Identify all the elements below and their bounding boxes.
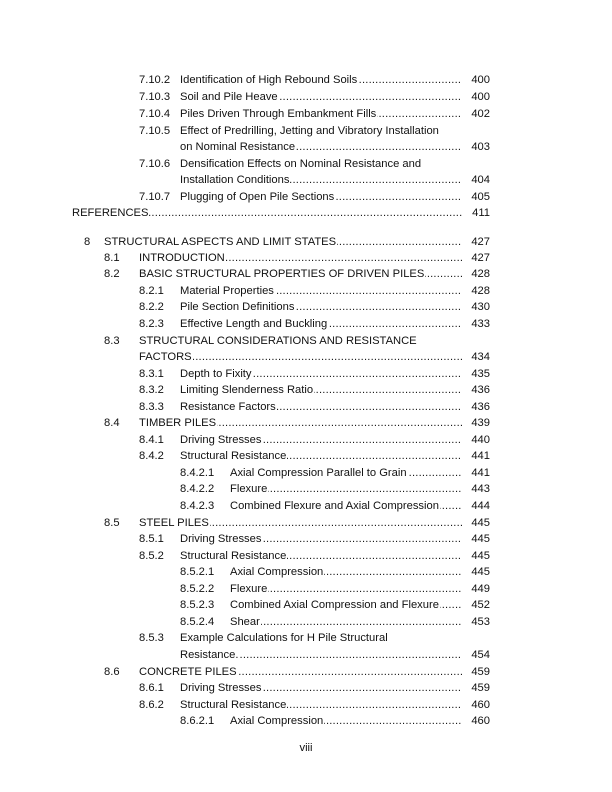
toc-entry-title-text: on Nominal Resistance (180, 141, 296, 153)
toc-entry-page: 441 (471, 467, 490, 479)
toc-entry[interactable] (0, 697, 490, 713)
toc-entry-number: 8.3.3 (139, 401, 164, 413)
toc-entry-title-text: Resistance. (180, 649, 239, 661)
toc-entry-number: 8.5.1 (139, 533, 164, 545)
toc-entry[interactable] (0, 415, 490, 431)
toc-entry-number: 8.2.3 (139, 318, 164, 330)
toc-entry-number: 8.3.1 (139, 368, 164, 380)
toc-entry-title (180, 399, 462, 415)
toc-entry[interactable] (0, 139, 490, 155)
toc-entry-title (230, 465, 462, 481)
toc-entry-title-text: TIMBER PILES (139, 417, 217, 429)
toc-entry-title-text: Axial Compression (230, 715, 324, 727)
toc-entry-page: 460 (471, 699, 490, 711)
toc-entry-title (104, 234, 462, 250)
toc-entry-page: 440 (471, 434, 490, 446)
toc-entry-number: 7.10.7 (139, 191, 171, 203)
toc-entry-title (180, 680, 462, 696)
toc-entry-number: 7.10.3 (139, 91, 171, 103)
toc-entry[interactable] (0, 382, 490, 398)
toc-entry-page: 435 (471, 368, 490, 380)
toc-entry-title (139, 515, 462, 531)
toc-entry[interactable] (0, 123, 490, 139)
toc-entry-page: 445 (471, 550, 490, 562)
toc-entry-number: 8.6.1 (139, 682, 164, 694)
toc-entry[interactable] (0, 234, 490, 250)
toc-entry-title-text: Driving Stresses (180, 682, 262, 694)
toc-entry-number: 8.5.2.3 (180, 599, 215, 611)
toc-entry-title-text: Pile Section Definitions (180, 301, 295, 313)
toc-entry[interactable] (0, 72, 490, 88)
toc-entry[interactable] (0, 189, 490, 205)
toc-entry-page: 460 (471, 715, 490, 727)
toc-entry-title (180, 156, 490, 172)
toc-entry-title-text: Structural Resistance (180, 699, 287, 711)
toc-entry-page: 411 (472, 207, 490, 219)
toc-entry[interactable] (0, 680, 490, 696)
toc-entry-page: 405 (471, 191, 490, 203)
toc-entry-title-text: REFERENCES (72, 207, 149, 219)
toc-entry[interactable] (0, 349, 490, 365)
toc-entry[interactable] (0, 531, 490, 547)
toc-entry-title (230, 564, 462, 580)
toc-entry-title (180, 89, 462, 105)
toc-entry-title-text: Plugging of Open Pile Sections (180, 191, 335, 203)
toc-entry-page: 459 (471, 666, 490, 678)
toc-entry-number: 8.4.2.1 (180, 467, 215, 479)
toc-entry[interactable] (0, 647, 490, 663)
toc-entry[interactable] (0, 89, 490, 105)
toc-entry-title-text: BASIC STRUCTURAL PROPERTIES OF DRIVEN PILES (139, 268, 425, 280)
toc-entry-page: 439 (471, 417, 490, 429)
toc-entry-title-text: Effective Length and Buckling (180, 318, 328, 330)
toc-entry[interactable] (0, 448, 490, 464)
toc-entry-title-text: Effect of Predrilling, Jetting and Vibratory Installation (180, 125, 439, 137)
toc-entry[interactable] (0, 366, 490, 382)
toc-entry-title (139, 349, 462, 365)
toc-entry-number: 8.3.2 (139, 384, 164, 396)
toc-entry-page: 444 (471, 500, 490, 512)
toc-entry-title-text: Structural Resistance (180, 550, 287, 562)
toc-entry-title-text: Axial Compression (230, 566, 324, 578)
toc-entry-page: 430 (471, 301, 490, 313)
toc-entry-title (180, 72, 462, 88)
toc-entry-page: 433 (471, 318, 490, 330)
toc-entry-page: 436 (471, 401, 490, 413)
toc-entry[interactable] (0, 283, 490, 299)
toc-entry-number: 8.4.2.2 (180, 483, 215, 495)
toc-entry[interactable] (0, 156, 490, 172)
toc-entry-title (180, 366, 462, 382)
toc-entry-title-text: Installation Conditions (180, 174, 290, 186)
toc-entry-title-text: STEEL PILES (139, 517, 209, 529)
toc-entry[interactable] (0, 399, 490, 415)
toc-entry-title (139, 664, 462, 680)
toc-entry-page: 404 (471, 174, 490, 186)
toc-entry-title (180, 630, 490, 646)
toc-entry-page: 427 (471, 252, 490, 264)
toc-entry-number: 8.3 (104, 335, 120, 347)
toc-entry[interactable] (0, 432, 490, 448)
toc-entry-title (180, 382, 462, 398)
toc-entry-page: 428 (471, 285, 490, 297)
toc-entry-number: 8.2.2 (139, 301, 164, 313)
toc-entry-title-text: Structural Resistance (180, 450, 287, 462)
toc-entry-number: 8.4.2 (139, 450, 164, 462)
toc-entry[interactable] (0, 106, 490, 122)
toc-entry-title-text: Driving Stresses (180, 533, 262, 545)
toc-entry-title-text: CONCRETE PILES (139, 666, 237, 678)
toc-entry-page: 452 (471, 599, 490, 611)
toc-entry-title (139, 266, 462, 282)
toc-entry-number: 8.5 (104, 517, 120, 529)
toc-entry-page: 400 (471, 91, 490, 103)
toc-entry-title (180, 139, 462, 155)
toc-entry-title (180, 106, 462, 122)
toc-entry[interactable] (0, 664, 490, 680)
toc-entry-page: 441 (471, 450, 490, 462)
toc-entry-title-text: Identification of High Rebound Soils (180, 74, 358, 86)
page-number-footer: viii (299, 742, 313, 754)
toc-entry-number: 8.4 (104, 417, 120, 429)
toc-entry-title (180, 647, 462, 663)
toc-entry-title-text: STRUCTURAL CONSIDERATIONS AND RESISTANCE (139, 335, 417, 347)
toc-entry[interactable] (0, 299, 490, 315)
toc-entry-number: 8.5.2 (139, 550, 164, 562)
toc-entry-page: 402 (471, 108, 490, 120)
toc-entry[interactable] (0, 465, 490, 481)
toc-entry-title (180, 283, 462, 299)
toc-entry[interactable] (0, 266, 490, 282)
toc-entry-title (180, 172, 462, 188)
toc-entry-page: 436 (471, 384, 490, 396)
toc-entry-number: 7.10.5 (139, 125, 171, 137)
toc-entry-title-text: Flexure (230, 583, 268, 595)
toc-entry-number: 8.5.2.4 (180, 616, 215, 628)
toc-entry-title (180, 432, 462, 448)
toc-entry[interactable] (0, 205, 490, 221)
toc-entry-title (180, 316, 462, 332)
toc-entry-page: 445 (471, 533, 490, 545)
toc-entry-page: 453 (471, 616, 490, 628)
toc-entry-page: 443 (471, 483, 490, 495)
toc-entry[interactable] (0, 581, 490, 597)
toc-entry-title (180, 697, 462, 713)
toc-entry-number: 8.2.1 (139, 285, 164, 297)
toc-entry-page: 427 (471, 236, 490, 248)
toc-entry-title-text: Flexure (230, 483, 268, 495)
toc-entry[interactable] (0, 498, 490, 514)
toc-entry-title-text: Resistance Factors (180, 401, 276, 413)
toc-entry-title-text: Driving Stresses (180, 434, 262, 446)
toc-entry-title (180, 299, 462, 315)
toc-entry-number: 8 (84, 236, 91, 248)
toc-entry-page: 454 (471, 649, 490, 661)
toc-entry[interactable] (0, 564, 490, 580)
toc-entry-title (139, 415, 462, 431)
toc-entry-number: 8.2 (104, 268, 120, 280)
toc-entry-title (230, 481, 462, 497)
toc-entry-page: 445 (471, 566, 490, 578)
toc-entry-title-text: Piles Driven Through Embankment Fills (180, 108, 377, 120)
toc-entry-title-text: Combined Flexure and Axial Compression (230, 500, 439, 512)
toc-entry-page: 445 (471, 517, 490, 529)
toc-entry-page: 459 (471, 682, 490, 694)
toc-entry-title-text: STRUCTURAL ASPECTS AND LIMIT STATES (104, 236, 337, 248)
toc-entry-title-text: Example Calculations for H Pile Structural (180, 632, 388, 644)
toc-entry-title-text: INTRODUCTION (139, 252, 225, 264)
toc-entry-title (180, 448, 462, 464)
toc-entry-title-text: Limiting Slenderness Ratio (180, 384, 314, 396)
toc-entry-title-text: Depth to Fixity (180, 368, 252, 380)
toc-entry-title (230, 713, 462, 729)
toc-entry-number: 8.6.2 (139, 699, 164, 711)
toc-entry-title (180, 189, 462, 205)
toc-entry-number: 8.5.2.2 (180, 583, 215, 595)
toc-entry-title-text: Soil and Pile Heave (180, 91, 278, 103)
toc-entry[interactable] (0, 316, 490, 332)
toc-entry[interactable] (0, 548, 490, 564)
toc-entry[interactable] (0, 614, 490, 630)
toc-entry[interactable] (0, 172, 490, 188)
toc-entry-title (180, 531, 462, 547)
toc-entry-number: 7.10.4 (139, 108, 171, 120)
toc-entry[interactable] (0, 333, 490, 349)
toc-entry[interactable] (0, 515, 490, 531)
toc-entry-title-text: Material Properties (180, 285, 274, 297)
toc-entry-number: 8.4.2.3 (180, 500, 215, 512)
toc-entry-title-text: FACTORS (139, 351, 192, 363)
toc-entry-title (230, 597, 462, 613)
toc-entry-number: 8.5.3 (139, 632, 164, 644)
toc-entry-title-text: Axial Compression Parallel to Grain (230, 467, 407, 479)
toc-entry-title (230, 581, 462, 597)
toc-entry-number: 7.10.6 (139, 158, 171, 170)
toc-entry-title (139, 333, 490, 349)
toc-entry-number: 8.6.2.1 (180, 715, 215, 727)
toc-entry[interactable] (0, 481, 490, 497)
toc-entry-title-text: Combined Axial Compression and Flexure (230, 599, 439, 611)
toc-entry[interactable] (0, 597, 490, 613)
toc-entry-title (180, 548, 462, 564)
toc-entry-page: 400 (471, 74, 490, 86)
toc-entry[interactable] (0, 713, 490, 729)
toc-entry[interactable] (0, 250, 490, 266)
toc-entry-number: 8.6 (104, 666, 120, 678)
toc-entry-title (180, 123, 490, 139)
toc-entry-page: 428 (471, 268, 490, 280)
toc-entry-page: 449 (471, 583, 490, 595)
toc-entry-number: 8.5.2.1 (180, 566, 215, 578)
toc-entry-title-text: Shear (230, 616, 260, 628)
toc-entry-page: 434 (471, 351, 490, 363)
toc-entry-page: 403 (471, 141, 490, 153)
toc-entry-title (230, 614, 462, 630)
toc-entry-title (230, 498, 462, 514)
toc-entry-number: 8.1 (104, 252, 120, 264)
toc-entry-title (139, 250, 462, 266)
toc-entry-title-text: Densification Effects on Nominal Resistance and (180, 158, 422, 170)
toc-entry-title (72, 205, 462, 221)
toc-entry-number: 8.4.1 (139, 434, 164, 446)
toc-entry[interactable] (0, 630, 490, 646)
toc-entry-number: 7.10.2 (139, 74, 171, 86)
